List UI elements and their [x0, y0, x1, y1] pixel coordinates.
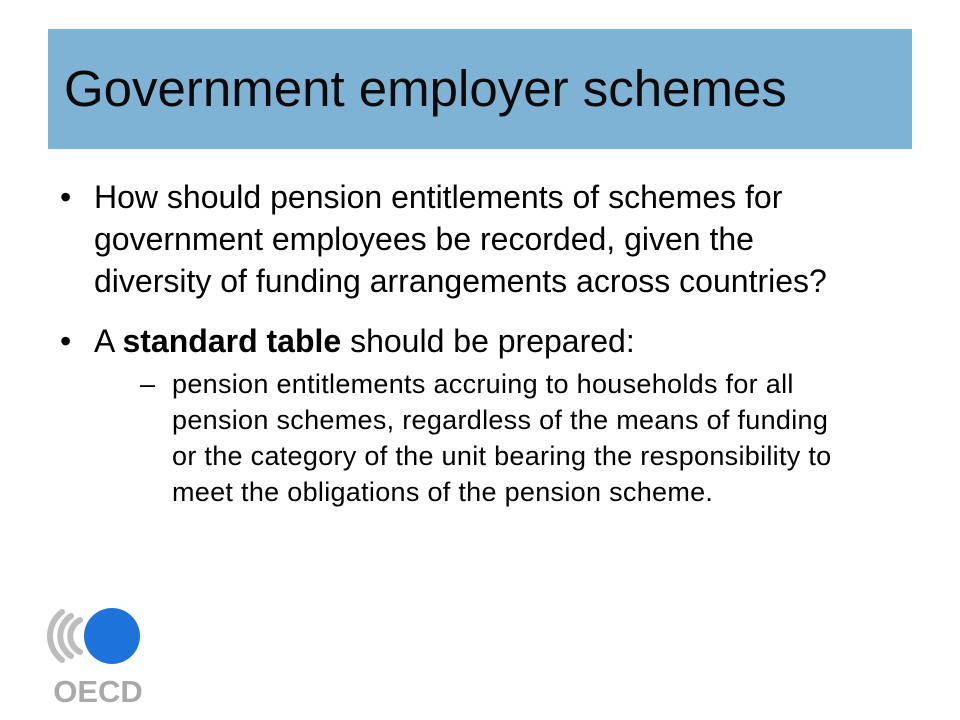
slide-content — [60, 176, 860, 510]
logo-arc-inner — [70, 620, 80, 652]
bullet-text-before: A — [94, 323, 123, 359]
bullet-text-after: should be prepared: — [341, 323, 635, 359]
sub-bullet-mark: – — [140, 369, 156, 399]
title-bar — [48, 29, 912, 149]
bullet-text-bold: standard table — [122, 323, 342, 359]
bullet-text: How should pension entitlements of schemes for government employees be recorded, given the diversity of funding arrangements across countries? — [94, 179, 827, 299]
oecd-logo-icon — [42, 598, 154, 708]
sub-bullet-item — [140, 366, 860, 510]
sub-bullet-text: pension entitlements accruing to households for all pension schemes, regardless of the means of funding or the category of the unit bearing the responsibility to meet the obligations of the pension scheme. — [172, 369, 832, 507]
oecd-logo-svg — [42, 598, 154, 708]
logo-circle — [84, 608, 140, 664]
bullet-item — [60, 320, 860, 362]
bullet-item — [60, 176, 860, 302]
bullet-mark: • — [60, 323, 72, 359]
bullet-mark: • — [60, 179, 72, 215]
slide-title: Government employer schemes — [64, 60, 787, 117]
logo-text: OECD — [53, 674, 143, 708]
